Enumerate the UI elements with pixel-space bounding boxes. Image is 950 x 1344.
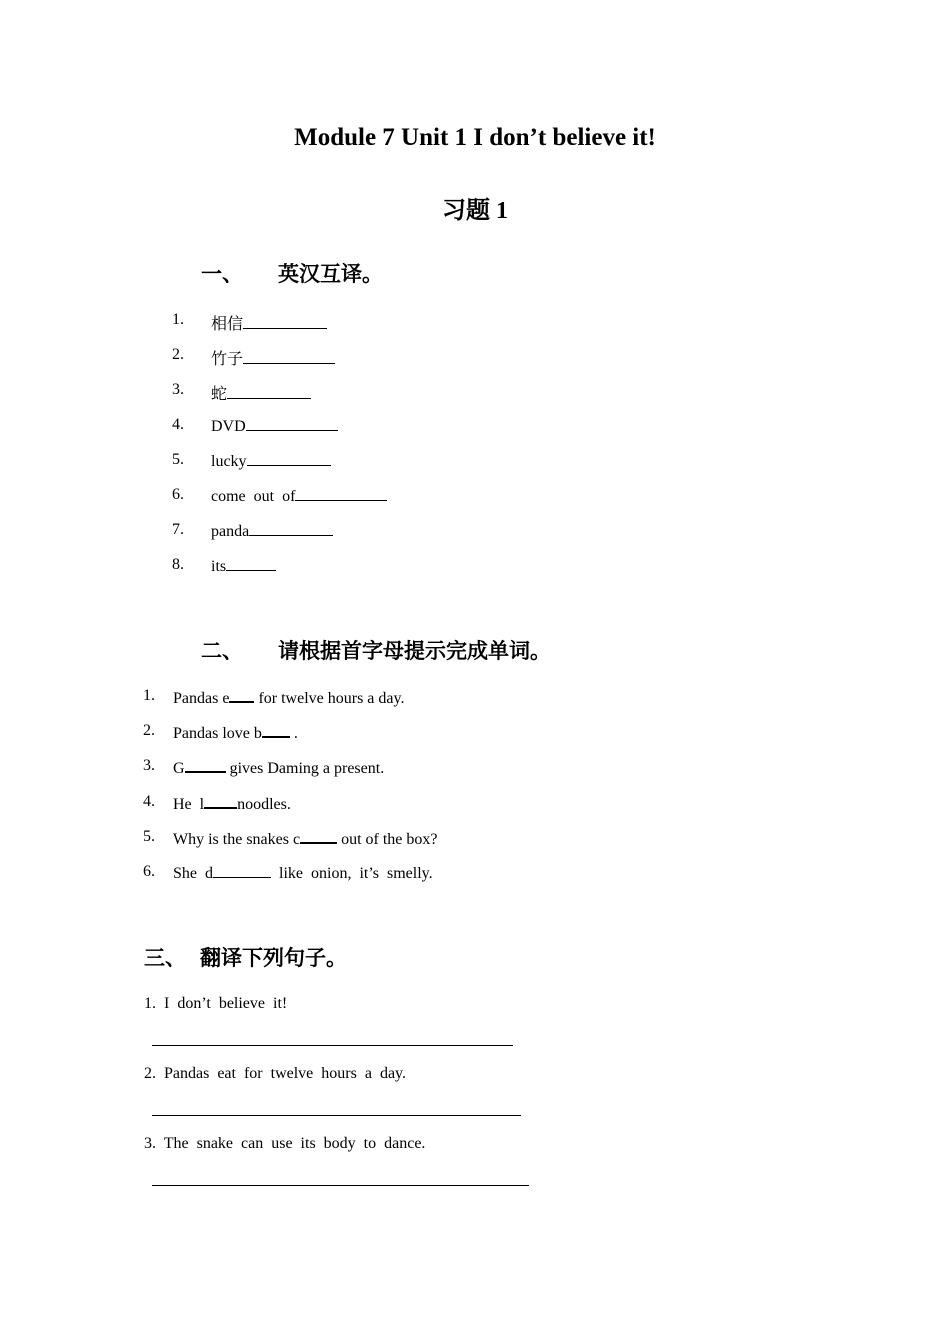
item-number: 4. — [143, 793, 155, 810]
item-text-before: She d — [173, 865, 213, 882]
item-text: come out of — [211, 488, 296, 505]
item-text-before: Pandas love b — [173, 725, 262, 742]
answer-blank[interactable] — [227, 384, 311, 399]
list-item — [143, 687, 404, 708]
item-text-after: for twelve hours a day. — [254, 690, 405, 707]
item-number: 8. — [172, 556, 184, 573]
sentence-item: 2. Pandas eat for twelve hours a day. — [144, 1065, 406, 1082]
answer-blank[interactable] — [213, 863, 271, 878]
list-item — [172, 311, 327, 334]
answer-blank[interactable] — [243, 314, 327, 329]
item-text-after: out of the box? — [337, 831, 438, 848]
answer-blank[interactable] — [295, 486, 387, 501]
item-number: 7. — [172, 521, 184, 538]
answer-line[interactable] — [152, 1115, 521, 1116]
sentence-item: 3. The snake can use its body to dance. — [144, 1135, 426, 1152]
item-number: 5. — [143, 828, 155, 845]
list-item — [172, 451, 331, 471]
answer-blank[interactable] — [229, 687, 254, 703]
section2-heading: 请根据首字母提示完成单词。 — [278, 639, 551, 663]
item-text-before: He l — [173, 796, 205, 813]
item-text-before: Pandas e — [173, 690, 230, 707]
answer-blank[interactable] — [262, 722, 290, 738]
item-number: 1. — [172, 311, 184, 328]
answer-blank[interactable] — [185, 757, 226, 773]
item-number: 5. — [172, 451, 184, 468]
item-number: 4. — [172, 416, 184, 433]
item-text: its — [211, 558, 227, 575]
page-title: Module 7 Unit 1 I don’t believe it! — [294, 124, 656, 151]
list-item — [172, 416, 338, 436]
answer-line[interactable] — [152, 1185, 529, 1186]
section3-heading: 翻译下列句子。 — [200, 946, 347, 970]
section3-number: 三、 — [144, 946, 186, 970]
list-item — [172, 346, 335, 369]
item-number: 1. — [143, 687, 155, 704]
list-item — [172, 486, 387, 506]
answer-blank[interactable] — [204, 793, 237, 809]
section2-number: 二、 — [201, 639, 243, 663]
item-number: 3. — [172, 381, 184, 398]
list-item — [172, 521, 333, 541]
list-item — [172, 556, 276, 576]
item-text: DVD — [211, 418, 246, 435]
list-item — [143, 722, 298, 743]
section1-number: 一、 — [201, 262, 243, 286]
item-text: 相信 — [211, 316, 244, 333]
item-text: 竹子 — [211, 351, 244, 368]
list-item — [143, 793, 291, 814]
item-text-before: Why is the snakes c — [173, 831, 301, 848]
item-text: 蛇 — [211, 386, 228, 403]
list-item — [143, 828, 438, 849]
list-item — [143, 757, 384, 778]
list-item — [172, 381, 311, 404]
answer-blank[interactable] — [226, 556, 276, 571]
answer-blank[interactable] — [246, 416, 338, 431]
sentence-item: 1. I don’t believe it! — [144, 995, 288, 1012]
item-number: 6. — [143, 863, 155, 880]
answer-blank[interactable] — [247, 451, 331, 466]
list-item — [143, 863, 433, 883]
item-text: panda — [211, 523, 250, 540]
item-text-after: gives Daming a present. — [225, 760, 385, 777]
answer-line[interactable] — [152, 1045, 513, 1046]
item-text-after: . — [289, 725, 298, 742]
item-text-after: like onion, it’s smelly. — [271, 865, 433, 882]
item-text-after: noodles. — [237, 796, 291, 813]
item-text-before: G — [173, 760, 185, 777]
answer-blank[interactable] — [243, 349, 335, 364]
item-number: 6. — [172, 486, 184, 503]
section1-heading: 英汉互译。 — [278, 262, 383, 286]
item-number: 3. — [143, 757, 155, 774]
exercise-subtitle: 习题 1 — [442, 198, 508, 224]
item-number: 2. — [172, 346, 184, 363]
answer-blank[interactable] — [300, 828, 337, 844]
item-number: 2. — [143, 722, 155, 739]
answer-blank[interactable] — [249, 521, 333, 536]
item-text: lucky — [211, 453, 247, 470]
